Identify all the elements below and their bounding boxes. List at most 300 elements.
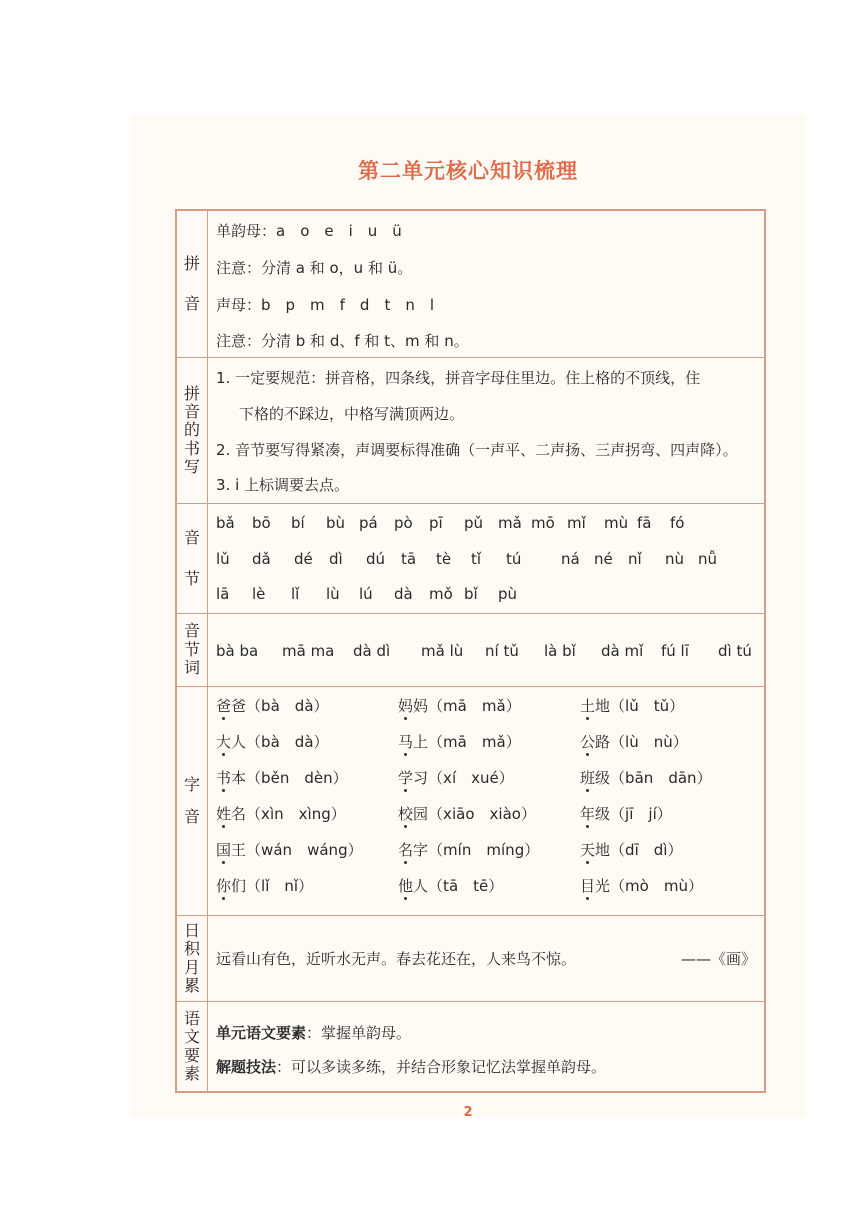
zi-yin-char (292, 841, 307, 859)
zi-yin-char: ě (270, 769, 280, 787)
zi-yin-char: 王 (231, 841, 247, 859)
zi-yin-char: （ (428, 769, 444, 787)
zi-yin-char (649, 877, 664, 895)
label-char: 拼 (183, 383, 200, 403)
label-daily (177, 916, 208, 1001)
zi-yin-char (280, 733, 295, 751)
zi-yin-item (216, 731, 329, 752)
label-char: 累 (183, 975, 200, 995)
zi-yin-item (398, 839, 539, 860)
zi-yin-char: （ (610, 769, 626, 787)
zi-yin-char: è (313, 769, 324, 787)
syllable-word: mǎ lù (421, 642, 464, 660)
zi-yin-item (398, 695, 521, 716)
row-daily (177, 916, 764, 1002)
zi-yin-char: （ (610, 841, 626, 859)
label-char: 要 (183, 1045, 200, 1065)
zi-yin-char: é (489, 769, 499, 787)
zi-yin-char: n (323, 769, 333, 787)
zi-yin-char: x (443, 769, 452, 787)
syllable-item: nù (665, 550, 685, 568)
zi-yin-char: n (653, 733, 664, 751)
zi-yin-char: 妈 (398, 697, 414, 715)
label-char: 音 (183, 528, 200, 548)
syllable-word: dà dì (353, 642, 391, 660)
syllable-item: lú (359, 585, 373, 603)
zi-yin-char (467, 733, 482, 751)
label-char: 字 (183, 774, 200, 794)
zi-yin-char: n (328, 841, 339, 859)
pinyin-line-3: 声母：b p m f d t n l (216, 296, 435, 314)
zi-yin-char: d (653, 841, 664, 859)
zi-yin-char: í (652, 805, 657, 823)
zi-yin-char: 名 (398, 841, 414, 859)
zi-yin-item (398, 767, 514, 788)
zi-yin-char: n (461, 841, 472, 859)
zi-yin-char: ） (488, 877, 504, 895)
zi-yin-char: 路 (595, 733, 611, 751)
zi-yin-char: í (451, 769, 457, 787)
syllable-item: pī (429, 514, 443, 532)
pinyin-line-2: 注意：分清 a 和 o，u 和 ü。 (216, 259, 413, 277)
zi-yin-char: 年 (580, 805, 596, 823)
label-char: 拼 (183, 253, 200, 273)
zi-yin-char: 上 (413, 733, 429, 751)
daily-content (208, 916, 764, 1001)
zi-yin-char (269, 877, 284, 895)
label-elements (177, 1002, 208, 1091)
syllable-item: tú (506, 550, 522, 568)
zi-yin-char: n (687, 769, 697, 787)
zi-yin-char: d (294, 697, 305, 715)
zi-yin-char: x (261, 805, 270, 823)
syllable-item: nǐ (628, 550, 642, 568)
zi-yin-item (216, 875, 313, 896)
zi-yin-char: （ (246, 697, 262, 715)
syllable-item: lè (252, 585, 266, 603)
zi-yin-char: d (304, 769, 314, 787)
zi-yin-char: ） (298, 877, 314, 895)
zi-yin-char: n (643, 769, 654, 787)
zi-yin-char: n (279, 769, 290, 787)
zi-yin-char: d (668, 769, 678, 787)
zi-yin-char: 天 (580, 841, 596, 859)
label-zi-yin (177, 687, 208, 915)
row-pinyin (177, 211, 764, 358)
pinyin-content (208, 211, 764, 357)
daily-source: ——《画》 (680, 950, 756, 968)
zi-yin-char: ā (677, 769, 688, 787)
zi-yin-char: 目 (580, 877, 596, 895)
zi-yin-char: （ (610, 877, 626, 895)
label-char: 写 (183, 457, 200, 477)
zi-yin-char: 国 (216, 841, 232, 859)
syllables-content (208, 504, 764, 613)
pinyin-line-1: 单韵母：a o e i u ü (216, 222, 402, 240)
zi-yin-char: x (298, 805, 308, 823)
zi-yin-char: n (282, 841, 293, 859)
elements-val-2: ：可以多读多练，并结合形象记忆法掌握单韵母。 (276, 1058, 607, 1076)
syllable-item: tè (436, 550, 452, 568)
zi-yin-char: í (457, 841, 462, 859)
label-char: 素 (183, 1063, 200, 1083)
zi-yin-char: 爸 (216, 697, 232, 715)
syllable-item: pǔ (464, 514, 484, 532)
zi-yin-char: 人 (231, 733, 247, 751)
zi-yin-char: （ (246, 805, 262, 823)
zi-yin-char: 地 (595, 841, 611, 859)
zi-yin-item (580, 731, 688, 752)
zi-yin-char: ì (269, 805, 275, 823)
zi-yin-char: （ (610, 805, 626, 823)
elements-key-1: 单元语文要素 (216, 1024, 307, 1042)
zi-yin-char: 校 (398, 805, 414, 823)
zi-yin-char: à (502, 805, 512, 823)
zi-yin-char: ） (332, 769, 348, 787)
zi-yin-char: m (443, 733, 458, 751)
zi-yin-char: x (489, 805, 499, 823)
label-char: 音 (183, 401, 200, 421)
syllable-item: lù (326, 585, 340, 603)
zi-yin-char: b (261, 697, 271, 715)
page-title: 第二单元核心知识梳理 (358, 159, 578, 183)
zi-yin-char: （ (246, 841, 262, 859)
zi-yin-char: 本 (231, 769, 247, 787)
zi-yin-char: 园 (413, 805, 429, 823)
zi-yin-char: ） (347, 841, 363, 859)
zi-yin-char: （ (428, 877, 444, 895)
zi-yin-char: ù (678, 877, 689, 895)
zi-yin-char: 姓 (216, 805, 232, 823)
zi-yin-char: 他 (398, 877, 414, 895)
syllable-item: nǚ (698, 550, 718, 568)
zi-yin-char: m (443, 697, 458, 715)
label-char: 月 (183, 957, 200, 977)
syllable-word: fú lī (661, 642, 689, 660)
syllable-item: dà (394, 585, 413, 603)
writing-line-4: 3. i 上标调要去点。 (216, 476, 350, 494)
zi-yin-char: i (498, 805, 503, 823)
label-char: 日 (183, 920, 200, 940)
zi-yin-char: 书 (216, 769, 232, 787)
writing-line-1: 1. 一定要规范：拼音格，四条线，拼音字母住里边。住上格的不顶线，住 (216, 369, 701, 387)
daily-poem: 远看山有色，近听水无声。春去花还在，人来鸟不惊。 (216, 950, 577, 968)
zi-yin-char: 大 (216, 733, 232, 751)
syllable-item: né (594, 550, 613, 568)
syllable-item: tǐ (471, 550, 482, 568)
zi-yin-char: 人 (413, 877, 429, 895)
zi-yin-char: m (486, 841, 501, 859)
zi-yin-char: ē (479, 877, 489, 895)
zi-yin-char (639, 733, 654, 751)
syllable-item: dǎ (252, 550, 271, 568)
zi-yin-char (284, 805, 299, 823)
zi-yin-char: l (625, 733, 630, 751)
zi-yin-char: á (273, 841, 283, 859)
zi-yin-char: ī (629, 805, 634, 823)
zi-yin-char: ā (457, 733, 467, 751)
syllable-item: mǒ (429, 585, 453, 603)
zi-yin-char: ā (456, 805, 466, 823)
zi-yin-char: ì (663, 841, 668, 859)
zi-yin-char: 习 (413, 769, 429, 787)
zi-yin-char: ì (307, 805, 312, 823)
syllable-word: dì tú (718, 642, 752, 660)
zi-yin-char: ） (313, 733, 329, 751)
zi-yin-char: t (653, 697, 660, 715)
zi-yin-char: ù (663, 733, 673, 751)
label-writing (177, 358, 208, 503)
zi-yin-char (471, 841, 486, 859)
zi-yin-char: n (311, 805, 322, 823)
zi-yin-char: ） (520, 805, 536, 823)
label-char: 语 (183, 1008, 200, 1028)
label-char: 文 (183, 1027, 200, 1047)
zi-yin-char: 班 (580, 769, 596, 787)
zi-yin-char: （ (246, 877, 262, 895)
syllable-item: pù (498, 585, 518, 603)
words-content (208, 614, 764, 686)
syllable-item: lā (216, 585, 230, 603)
zi-yin-char: （ (610, 697, 626, 715)
zi-yin-char: m (663, 877, 679, 895)
zi-yin-char: 公 (580, 733, 596, 751)
zi-yin-item (216, 803, 346, 824)
zi-yin-char: ò (639, 877, 649, 895)
zi-yin-char: ） (498, 769, 514, 787)
row-writing (177, 358, 764, 504)
zi-yin-char: u (480, 769, 490, 787)
zi-yin-char: ） (669, 697, 685, 715)
zi-yin-char: w (261, 841, 274, 859)
elements-line-1 (216, 1022, 411, 1043)
page-number: 2 (463, 1105, 473, 1120)
zi-yin-char: ǎ (496, 733, 506, 751)
syllable-item: mǐ (567, 514, 586, 532)
zi-yin-char (639, 841, 654, 859)
zi-yin-char: （ (428, 697, 444, 715)
syllable-item: mō (531, 514, 555, 532)
label-words (177, 614, 208, 686)
zi-yin-char: w (307, 841, 320, 859)
zi-yin-char: n (505, 841, 515, 859)
label-char: 音 (183, 621, 200, 641)
zi-yin-char: g (514, 841, 525, 859)
label-pinyin (177, 211, 208, 357)
zi-yin-char: （ (428, 733, 444, 751)
row-words (177, 614, 764, 687)
zi-yin-char: ā (448, 877, 459, 895)
zi-yin-char: l (625, 697, 630, 715)
syllable-word: ní tǔ (485, 642, 519, 660)
zi-yin-char: t (473, 877, 480, 895)
zi-yin-char (289, 769, 304, 787)
zi-yin-char: n (274, 805, 284, 823)
zi-yin-char: í (501, 841, 506, 859)
zi-yin-char: j (625, 805, 630, 823)
zi-yin-char: g (338, 841, 348, 859)
zi-yin-char: n (284, 877, 294, 895)
elements-key-2: 解题技法 (216, 1058, 277, 1076)
syllable-item: lǐ (291, 585, 300, 603)
zi-yin-char: 学 (398, 769, 414, 787)
zi-yin-char (458, 877, 473, 895)
zi-yin-char: 爸 (231, 697, 247, 715)
zi-yin-char (475, 805, 490, 823)
zi-yin-char (653, 769, 668, 787)
syllable-item: fó (670, 514, 685, 532)
zi-yin-char: g (321, 805, 331, 823)
zi-yin-char: b (625, 769, 635, 787)
label-char: 节 (183, 568, 200, 588)
zi-yin-item (580, 875, 703, 896)
syllable-word: mā ma (282, 642, 335, 660)
zi-yin-item (398, 731, 521, 752)
zi-yin-char: 名 (231, 805, 247, 823)
zi-yin-char: à (304, 697, 314, 715)
label-char: 音 (183, 294, 200, 313)
zi-yin-char: 们 (231, 877, 247, 895)
knowledge-table (175, 209, 766, 1093)
zi-yin-char: ǐ (293, 877, 299, 895)
zi-yin-char: ） (313, 697, 329, 715)
zi-yin-char: j (648, 805, 653, 823)
zi-yin-char: 光 (595, 877, 611, 895)
syllable-item: mǎ (498, 514, 522, 532)
zi-yin-char: （ (610, 733, 626, 751)
label-char: 节 (183, 639, 200, 659)
zi-yin-char: ） (524, 841, 540, 859)
zi-yin-item (580, 803, 672, 824)
zi-yin-char: （ (246, 733, 262, 751)
syllable-item: dú (366, 550, 386, 568)
zi-yin-char: à (270, 697, 280, 715)
syllable-item: ná (561, 550, 580, 568)
zi-yin-item (580, 767, 712, 788)
syllable-item: bō (252, 514, 271, 532)
zi-yin-char: m (481, 697, 497, 715)
zi-yin-char: 级 (595, 805, 611, 823)
label-char: 词 (183, 658, 200, 678)
zi-yin-char: ） (688, 877, 704, 895)
writing-content (208, 358, 764, 503)
syllable-item: dé (294, 550, 313, 568)
zi-yin-char: 马 (398, 733, 414, 751)
zi-yin-char: m (443, 841, 458, 859)
row-zi-yin (177, 687, 764, 916)
syllable-item: pò (394, 514, 413, 532)
zi-yin-char: b (261, 769, 271, 787)
zi-yin-item (398, 875, 503, 896)
zi-yin-char: o (511, 805, 521, 823)
elements-content (208, 1002, 764, 1091)
syllable-item: dì (329, 550, 343, 568)
label-char: 书 (183, 438, 200, 458)
zi-yin-char: i (451, 805, 457, 823)
syllable-item: mù (604, 514, 629, 532)
zi-yin-char: ） (505, 733, 521, 751)
zi-yin-char: ǐ (265, 877, 270, 895)
writing-line-3: 2. 音节要写得紧凑，声调要标得准确（一声平、二声扬、三声拐弯、四声降）。 (216, 441, 738, 459)
writing-line-2: 下格的不踩边，中格写满顶两边。 (239, 405, 465, 423)
zi-yin-char: （ (428, 805, 444, 823)
zi-yin-content (208, 687, 764, 915)
zi-yin-item (580, 839, 682, 860)
zi-yin-char: （ (428, 841, 444, 859)
zi-yin-char: o (465, 805, 475, 823)
zi-yin-char (633, 805, 648, 823)
syllable-word: là bǐ (544, 642, 576, 660)
zi-yin-item (580, 695, 684, 716)
zi-yin-char: ） (330, 805, 346, 823)
syllable-item: pá (359, 514, 378, 532)
syllable-word: bà ba (216, 642, 259, 660)
zi-yin-char (639, 697, 654, 715)
zi-yin-char: d (625, 841, 635, 859)
zi-yin-char: ā (457, 697, 467, 715)
zi-yin-char: á (319, 841, 329, 859)
zi-yin-char (280, 697, 295, 715)
zi-yin-char: 土 (580, 697, 596, 715)
label-char: 的 (183, 420, 200, 440)
zi-yin-char (467, 697, 482, 715)
row-elements (177, 1002, 764, 1091)
label-char: 积 (183, 939, 200, 959)
syllable-item: bù (326, 514, 346, 532)
zi-yin-char: 字 (413, 841, 429, 859)
elements-val-1: ：掌握单韵母。 (306, 1024, 412, 1042)
zi-yin-char: à (270, 733, 280, 751)
zi-yin-char: ） (656, 805, 672, 823)
zi-yin-char: 妈 (413, 697, 429, 715)
syllable-word: dà mǐ (601, 642, 644, 660)
syllable-item: bí (291, 514, 305, 532)
zi-yin-item (216, 695, 329, 716)
zi-yin-char: m (625, 877, 640, 895)
zi-yin-item (216, 839, 363, 860)
zi-yin-char: ） (672, 733, 688, 751)
zi-yin-char: ī (634, 841, 639, 859)
zi-yin-char: （ (246, 769, 262, 787)
zi-yin-char: ） (696, 769, 712, 787)
zi-yin-char (456, 769, 471, 787)
syllable-item: lǔ (216, 550, 230, 568)
zi-yin-item (398, 803, 536, 824)
zi-yin-char: 级 (595, 769, 611, 787)
zi-yin-char: l (261, 877, 266, 895)
zi-yin-char: x (443, 805, 452, 823)
zi-yin-char: ù (629, 733, 639, 751)
zi-yin-char: d (294, 733, 305, 751)
zi-yin-char: 地 (595, 697, 611, 715)
zi-yin-item (216, 767, 348, 788)
zi-yin-char: ǎ (496, 697, 506, 715)
syllable-item: bǐ (464, 585, 478, 603)
syllable-item: fā (637, 514, 652, 532)
row-syllables (177, 504, 764, 614)
zi-yin-char: x (471, 769, 481, 787)
elements-line-2 (216, 1056, 606, 1077)
syllable-item: bǎ (216, 514, 235, 532)
zi-yin-char: m (481, 733, 497, 751)
zi-yin-char: t (443, 877, 449, 895)
zi-yin-char: ） (505, 697, 521, 715)
zi-yin-char: ǔ (659, 697, 670, 715)
zi-yin-char: 你 (216, 877, 232, 895)
zi-yin-char: à (304, 733, 314, 751)
syllable-item: tā (401, 550, 417, 568)
pinyin-line-4: 注意：分清 b 和 d、f 和 t、m 和 n。 (216, 332, 469, 350)
